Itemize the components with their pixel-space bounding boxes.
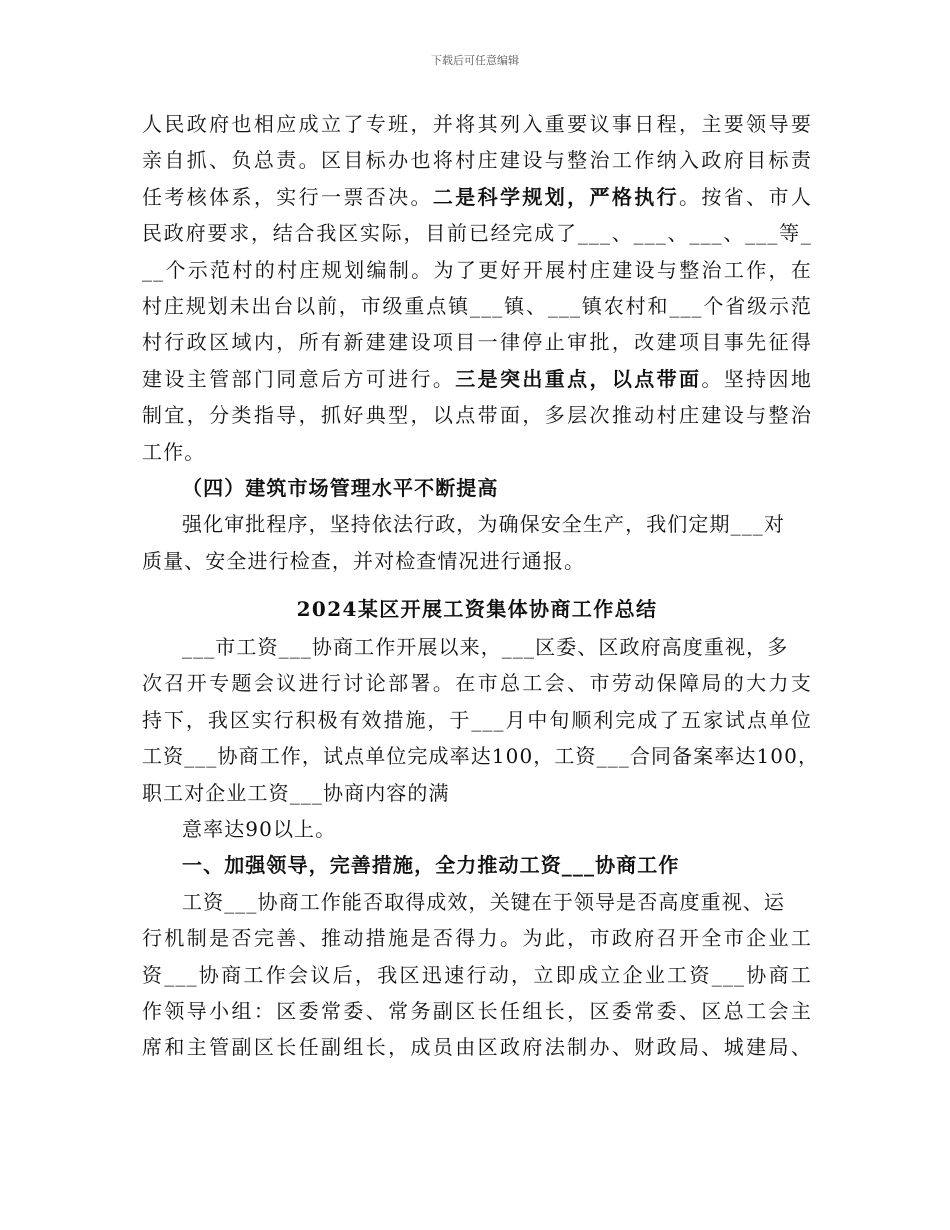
paragraph-line: 工作。 <box>142 439 206 464</box>
paragraph-line: ___市工资___协商工作开展以来，___区委、区政府高度重视，多 <box>182 635 789 660</box>
paragraph-line: __个示范村的村庄规划编制。为了更好开展村庄建设与整治工作，在 <box>142 257 812 282</box>
paragraph-line: 资___协商工作会议后，我区迅速行动，立即成立企业工资___协商工 <box>142 962 812 987</box>
paragraph-line: 意率达90以上。 <box>182 817 337 842</box>
paragraph-line: 工资___协商工作能否取得成效，关键在于领导是否高度重视、运 <box>182 889 785 914</box>
paragraph-line: 民政府要求，结合我区实际，目前已经完成了___、___、___、___等_ <box>142 221 812 246</box>
paragraph-line: 村行政区域内，所有新建建设项目一律停止审批，改建项目事先征得 <box>142 330 812 355</box>
section-heading: （四）建筑市场管理水平不断提高 <box>182 475 499 500</box>
article-title: 2024某区开展工资集体协商工作总结 <box>296 597 658 622</box>
paragraph-line: 质量、安全进行检查，并对检查情况进行通报。 <box>142 548 586 573</box>
bold-phrase: 三是突出重点，以点带面 <box>455 366 702 391</box>
paragraph-line: 作领导小组：区委常委、常务副区长任组长，区委常委、区总工会主 <box>142 998 812 1023</box>
paragraph-line: 次召开专题会议进行讨论部署。在市总工会、市劳动保障局的大力支 <box>142 671 812 696</box>
bold-phrase: 二是科学规划，严格执行 <box>432 184 679 209</box>
paragraph-line <box>142 179 812 215</box>
text-run: 。坚持因地 <box>701 366 813 391</box>
paragraph-line: 制宜，分类指导，抓好典型，以点带面，多层次推动村庄建设与整治 <box>142 403 812 428</box>
paragraph-line: 亲自抓、负总责。区目标办也将村庄建设与整治工作纳入政府目标责 <box>142 148 812 173</box>
section-heading: 一、加强领导，完善措施，全力推动工资___协商工作 <box>182 853 680 878</box>
paragraph-line: 行机制是否完善、推动措施是否得力。为此，市政府召开全市企业工 <box>142 926 812 951</box>
paragraph-line: 村庄规划未出台以前，市级重点镇___镇、___镇农村和___个省级示范 <box>142 293 812 318</box>
paragraph-line: 强化审批程序，坚持依法行政，为确保安全生产，我们定期___对 <box>182 512 785 537</box>
text-run: 建设主管部门同意后方可进行。 <box>142 366 456 391</box>
paragraph-line: 持下，我区实行积极有效措施，于___月中旬顺利完成了五家试点单位 <box>142 707 812 732</box>
paragraph-line <box>142 361 812 397</box>
paragraph-line: 席和主管副区长任副组长，成员由区政府法制办、财政局、城建局、 <box>142 1035 812 1060</box>
paragraph-line: 人民政府也相应成立了专班，并将其列入重要议事日程，主要领导要 <box>142 112 812 136</box>
document-body <box>142 106 820 1066</box>
text-run: 任考核体系，实行一票否决。 <box>142 184 433 209</box>
paragraph-line: 职工对企业工资___协商内容的满 <box>142 780 450 805</box>
page-header: 下载后可任意编辑 <box>431 54 519 67</box>
paragraph-line: 工资___协商工作，试点单位完成率达100，工资___合同备案率达100， <box>142 744 820 769</box>
text-run: 。按省、市人 <box>679 184 812 209</box>
